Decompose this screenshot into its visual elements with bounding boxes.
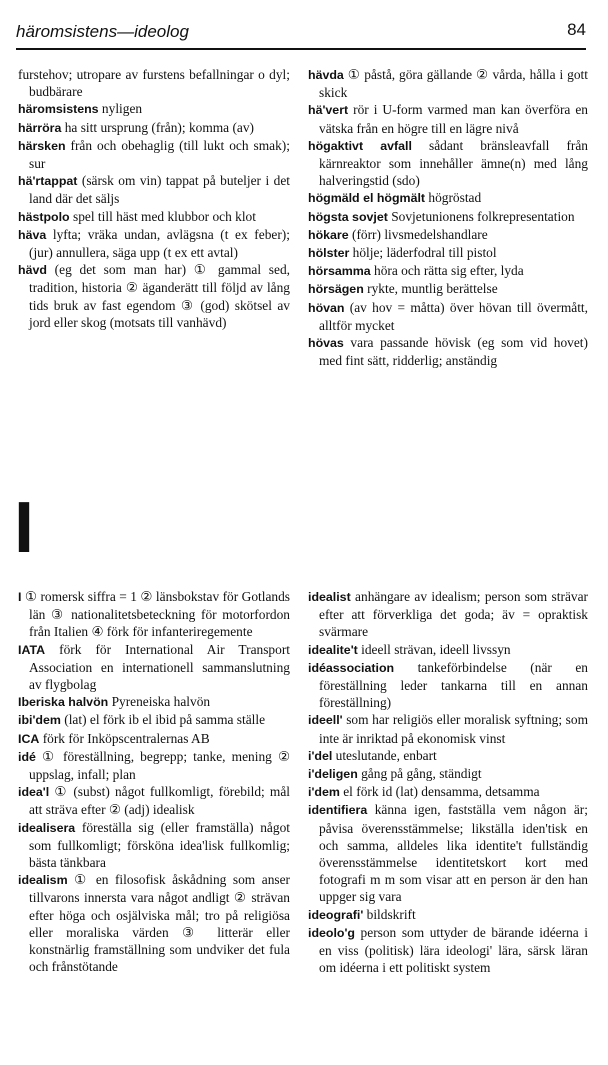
entry-definition: uteslutande, enbart — [332, 747, 437, 763]
dictionary-entry — [18, 748, 290, 783]
dictionary-entry — [308, 783, 588, 801]
entry-headword: hövan — [308, 300, 345, 315]
dictionary-entry — [18, 819, 290, 872]
dictionary-entry — [308, 101, 588, 136]
dictionary-entry — [308, 765, 588, 783]
column-top-right — [308, 66, 588, 369]
dictionary-entry — [18, 172, 290, 207]
entry-headword: ICA — [18, 731, 40, 746]
dictionary-entry — [18, 730, 290, 748]
entry-headword: i'deligen — [308, 767, 358, 782]
dictionary-entry — [18, 783, 290, 818]
dictionary-entry — [18, 137, 290, 172]
column-bottom-right — [308, 588, 588, 976]
page-number: 84 — [567, 20, 586, 39]
page-header — [16, 20, 586, 50]
entry-definition: (förr) livsmedelshandlare — [348, 226, 488, 242]
entry-definition: ① (subst) något fullkomligt, förebild; mål att sträva efter ② (adj) idealisk — [29, 784, 290, 818]
entry-headword: idealite't — [308, 642, 358, 657]
dictionary-entry — [18, 588, 290, 641]
entry-definition: (särsk om vin) tappat på buteljer i det land där det säljs — [29, 173, 290, 207]
entry-headword: idéassociation — [308, 660, 395, 675]
dictionary-entry — [308, 906, 588, 924]
entry-headword: idé — [18, 749, 36, 764]
dictionary-entry — [18, 119, 290, 137]
entry-definition: ① påstå, göra gällande ② vårda, hålla i gott skick — [319, 67, 588, 101]
entry-headword: härsken — [18, 138, 66, 153]
dictionary-entry — [18, 693, 290, 711]
entry-definition: ① en filosofisk åskådning som anser tillvarons innersta vara något andligt ② strävan efter höga och osjälviska mål; tro på religiösa eller moraliska värden ③ litterär eller konstnärlig framställning som undviker det fula och frånstötande — [29, 872, 290, 975]
entry-headword: hävd — [18, 263, 47, 278]
dictionary-entry — [308, 244, 588, 262]
dictionary-entry — [18, 100, 290, 118]
entry-headword: idea'l — [18, 785, 50, 800]
dictionary-entry — [308, 262, 588, 280]
column-bottom-left — [18, 588, 290, 975]
entry-headword: idealist — [308, 590, 351, 604]
entry-definition: som har religiös eller moralisk syftning; som inte är inriktad på ekonomisk vinst — [319, 712, 588, 746]
entry-definition: känna igen, fastställa vem någon är; påvisa överensstämmelse; likställa iden'tisk en och samma, alldeles lika identite't fullständig överensstämmelse identitetskort kort med fotografi m m som visar att en person är den han uppger sig vara — [319, 802, 588, 905]
entry-definition: person som uttyder de bärande idéerna i en viss (politisk) lära ideologi' lära, särsk läran om idéerna i ett politiskt system — [319, 924, 588, 976]
entry-headword: högaktivt avfall — [308, 138, 412, 153]
dictionary-entry — [308, 189, 588, 207]
entry-headword: högsta sovjet — [308, 209, 388, 224]
dictionary-entry — [308, 137, 588, 190]
dictionary-entry — [18, 711, 290, 729]
entry-definition: ① romersk siffra = 1 ② länsbokstav för Gotlands län ③ nationalitetsbeteckning för motorfordon från Italien ④ förk för infanteriregemente — [21, 589, 290, 640]
entry-headword: ideell' — [308, 713, 343, 728]
entry-headword: häromsistens — [18, 102, 99, 117]
entry-headword: I — [18, 590, 22, 604]
entry-headword: Iberiska halvön — [18, 695, 109, 710]
dictionary-entry — [308, 659, 588, 712]
entry-definition: tankeförbindelse (när en föreställning leder tankarna till en annan föreställning) — [319, 659, 588, 711]
entry-definition: nyligen — [98, 101, 143, 117]
entry-definition: höra och rätta sig efter, lyda — [370, 263, 524, 279]
dictionary-entry — [18, 66, 290, 100]
dictionary-entry — [308, 299, 588, 334]
entry-headword: i'dem — [308, 785, 340, 800]
entry-headword: ideografi' — [308, 907, 364, 922]
entry-definition: rykte, muntlig berättelse — [363, 281, 498, 297]
entry-headword: högmäld el högmält — [308, 191, 426, 206]
entry-definition: (eg det som man har) ① gammal sed, tradition, historia ② äganderätt till följd av lång tids bruk av fast egendom ③ (god) skötsel av jord eller skog (motsats till vanhävd) — [29, 262, 290, 330]
entry-headword: hästpolo — [18, 209, 70, 224]
entry-definition: lyfta; vräka undan, avlägsna (t ex feber); (jur) annullera, säga upp (t ex ett avtal) — [29, 226, 290, 261]
entry-headword: häva — [18, 227, 47, 242]
dictionary-entry — [18, 261, 290, 331]
entry-definition: ① föreställning, begrepp; tanke, mening ② uppslag, infall; plan — [29, 748, 290, 783]
dictionary-entry — [18, 641, 290, 694]
dictionary-entry — [308, 66, 588, 101]
section-letter: I — [14, 488, 35, 568]
entry-definition: hölje; läderfodral till pistol — [349, 245, 497, 261]
column-top-left — [18, 66, 290, 331]
dictionary-entry — [308, 280, 588, 298]
entry-definition: från och obehaglig (till lukt och smak); sur — [29, 137, 290, 172]
entry-definition: bildskrift — [363, 906, 416, 922]
entry-definition: Pyreneiska halvön — [108, 694, 211, 710]
entry-definition: (lat) el förk ib el ibid på samma ställe — [60, 712, 266, 728]
entry-definition: ha sitt ursprung (från); komma (av) — [61, 119, 255, 135]
entry-headword: IATA — [18, 642, 46, 657]
entry-headword: hövas — [308, 336, 344, 351]
dictionary-entry — [308, 208, 588, 226]
entry-definition: föreställa sig (eller framställa) något som fullkomligt; försköna idea'lisk fullkomlig; bästa tänkbara — [29, 819, 290, 871]
entry-headword: hörsamma — [308, 264, 371, 279]
dictionary-entry — [18, 871, 290, 975]
dictionary-entry — [308, 334, 588, 369]
dictionary-entry — [308, 641, 588, 659]
dictionary-entry — [308, 801, 588, 905]
entry-definition: förk för Inköpscentralernas AB — [39, 730, 210, 746]
dictionary-entry — [308, 747, 588, 765]
entry-definition: anhängare av idealism; person som strävar efter att förverkliga det goda; äv = opraktisk svärmare — [319, 589, 588, 640]
entry-headword: i'del — [308, 748, 333, 763]
dictionary-entry — [308, 588, 588, 641]
entry-headword: hävda — [308, 68, 344, 82]
entry-definition: (av hov = måtta) över hövan till övermått, alltför mycket — [319, 299, 588, 333]
entry-definition: rör i U-form varmed man kan överföra en vätska från en högre till en lägre nivå — [319, 102, 588, 136]
entry-headword: hä'vert — [308, 103, 349, 118]
entry-headword: hökare — [308, 227, 349, 242]
dictionary-entry — [18, 226, 290, 261]
entry-headword: idealism — [18, 873, 68, 888]
entry-headword: ideolo'g — [308, 925, 355, 940]
entry-headword: hölster — [308, 246, 350, 261]
entry-definition: ideell strävan, ideell livssyn — [357, 641, 511, 657]
entry-headword: ibi'dem — [18, 713, 61, 728]
entry-headword: härröra — [18, 120, 62, 135]
entry-definition: spel till häst med klubbor och klot — [69, 208, 256, 224]
entry-definition: gång på gång, ständigt — [357, 766, 482, 782]
entry-definition: el förk id (lat) densamma, detsamma — [339, 784, 540, 800]
running-head: häromsistens—ideolog — [16, 22, 189, 41]
entry-headword: identifiera — [308, 803, 368, 818]
entry-definition: förk för International Air Transport Association en internationell sammanslutning av flygbolag — [29, 641, 290, 693]
entry-headword: idealisera — [18, 820, 76, 835]
entry-definition: furstehov; utropare av furstens befallningar o dyl; budbärare — [18, 67, 290, 100]
dictionary-entry — [18, 208, 290, 226]
dictionary-entry — [308, 226, 588, 244]
entry-definition: sådant bränsleavfall från kärnreaktor som innehåller ämne(n) med lång halveringstid (sdo) — [319, 137, 589, 189]
entry-headword: hörsägen — [308, 282, 364, 297]
entry-headword: hä'rtappat — [18, 174, 78, 189]
header-rule — [16, 48, 586, 50]
dictionary-entry — [308, 711, 588, 746]
entry-definition: Sovjetunionens folkrepresentation — [387, 208, 575, 224]
entry-definition: högröstad — [425, 190, 482, 206]
dictionary-entry — [308, 924, 588, 977]
entry-definition: vara passande hövisk (eg som vid hovet) med fint sätt, ridderlig; anständig — [319, 335, 588, 369]
